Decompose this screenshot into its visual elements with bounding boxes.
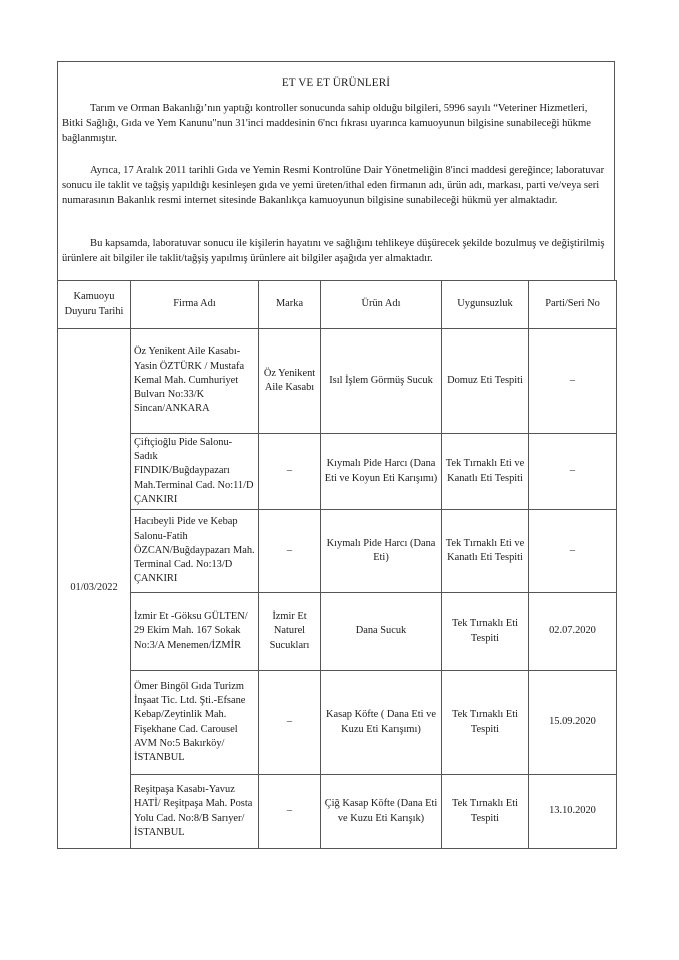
- paragraph-scope: Bu kapsamda, laboratuvar sonucu ile kişilerin hayatını ve sağlığını tehlikeye düşürecek şekilde bozulmuş ve değiştirilmiş ürünlere ait bilgiler ile taklit/tağşiş yapılmış ürünlere ait bilgiler aşağıda yer almaktadır.: [62, 238, 605, 265]
- product-cell: Kıymalı Pide Harcı (Dana Eti): [321, 510, 442, 593]
- lot-cell: –: [529, 434, 617, 510]
- product-cell: Kıymalı Pide Harcı (Dana Eti ve Koyun Eti Karışımı): [321, 434, 442, 510]
- table-row: [58, 434, 617, 510]
- firm-cell: Reşitpaşa Kasabı-Yavuz HATİ/ Reşitpaşa Mah. Posta Yolu Cad. No:8/B Sarıyer/İSTANBUL: [131, 775, 259, 849]
- lot-cell: –: [529, 510, 617, 593]
- product-cell: Isıl İşlem Görmüş Sucuk: [321, 329, 442, 434]
- lot-cell: 02.07.2020: [529, 593, 617, 671]
- products-table: [57, 280, 617, 849]
- firm-cell: Ömer Bingöl Gıda Turizm İnşaat Tic. Ltd. Şti.-Efsane Kebap/Zeytinlik Mah. Fişekhane Cad. Carousel AVM No:5 Bakırköy/İSTANBUL: [131, 671, 259, 775]
- brand-cell: –: [259, 671, 321, 775]
- lot-cell: 15.09.2020: [529, 671, 617, 775]
- header-nonconformity: Uygunsuzluk: [442, 281, 529, 329]
- table-row: [58, 671, 617, 775]
- product-cell: Dana Sucuk: [321, 593, 442, 671]
- header-brand: Marka: [259, 281, 321, 329]
- document-title: ET VE ET ÜRÜNLERİ: [281, 77, 391, 89]
- header-product-name: Ürün Adı: [321, 281, 442, 329]
- brand-cell: Öz Yenikent Aile Kasabı: [259, 329, 321, 434]
- table-row: [58, 510, 617, 593]
- brand-cell: –: [259, 775, 321, 849]
- table-header-row: [58, 281, 617, 329]
- header-announcement-date: Kamuoyu Duyuru Tarihi: [58, 281, 131, 329]
- brand-cell: –: [259, 510, 321, 593]
- firm-cell: Çiftçioğlu Pide Salonu-Sadık FINDIK/Buğdaypazarı Mah.Terminal Cad. No:11/D ÇANKIRI: [131, 434, 259, 510]
- announcement-date-cell: 01/03/2022: [58, 329, 131, 849]
- nonconformity-cell: Tek Tırnaklı Eti ve Kanatlı Eti Tespiti: [442, 434, 529, 510]
- intro-section: [57, 61, 615, 280]
- header-firm-name: Firma Adı: [131, 281, 259, 329]
- product-cell: Çiğ Kasap Köfte (Dana Eti ve Kuzu Eti Karışık): [321, 775, 442, 849]
- nonconformity-cell: Tek Tırnaklı Eti Tespiti: [442, 593, 529, 671]
- lot-cell: 13.10.2020: [529, 775, 617, 849]
- nonconformity-cell: Tek Tırnaklı Eti Tespiti: [442, 671, 529, 775]
- brand-cell: –: [259, 434, 321, 510]
- paragraph-regulation: Ayrıca, 17 Aralık 2011 tarihli Gıda ve Yemin Resmi Kontrolüne Dair Yönetmeliğin 8'inci maddesi gereğince; laboratuvar sonucu ile taklit ve tağşiş yapıldığı kesinleşen gıda ve yemi üreten/ithal eden firmanın adı, ürün adı, markası, parti ve/veya seri numarasının Bakanlık resmi internet sitesinde Bakanlıkça kamuoyunun bilgisine sunabileceği hükmü yer almaktadır.: [62, 165, 605, 207]
- nonconformity-cell: Tek Tırnaklı Eti ve Kanatlı Eti Tespiti: [442, 510, 529, 593]
- table-row: [58, 593, 617, 671]
- table-row: [58, 329, 617, 434]
- paragraph-legal-basis: Tarım ve Orman Bakanlığı’nın yaptığı kontroller sonucunda sahip olduğu bilgileri, 5996 sayılı “Veteriner Hizmetleri, Bitki Sağlığı, Gıda ve Yem Kanunu"nun 31'inci maddesinin 6'ncı fıkrası uyarınca kamuoyunun bilgisine sunabileceği hükme bağlanmıştır.: [62, 103, 591, 145]
- firm-cell: Öz Yenikent Aile Kasabı-Yasin ÖZTÜRK / Mustafa Kemal Mah. Cumhuriyet Bulvarı No:33/K Sincan/ANKARA: [131, 329, 259, 434]
- nonconformity-cell: Tek Tırnaklı Eti Tespiti: [442, 775, 529, 849]
- brand-cell: İzmir Et Naturel Sucukları: [259, 593, 321, 671]
- firm-cell: Hacıbeyli Pide ve Kebap Salonu-Fatih ÖZCAN/Buğdaypazarı Mah. Terminal Cad. No:13/D ÇANKIRI: [131, 510, 259, 593]
- firm-cell: İzmir Et -Göksu GÜLTEN/ 29 Ekim Mah. 167 Sokak No:3/A Menemen/İZMİR: [131, 593, 259, 671]
- table-row: [58, 775, 617, 849]
- header-lot-number: Parti/Seri No: [529, 281, 617, 329]
- product-cell: Kasap Köfte ( Dana Eti ve Kuzu Eti Karışımı): [321, 671, 442, 775]
- nonconformity-cell: Domuz Eti Tespiti: [442, 329, 529, 434]
- lot-cell: –: [529, 329, 617, 434]
